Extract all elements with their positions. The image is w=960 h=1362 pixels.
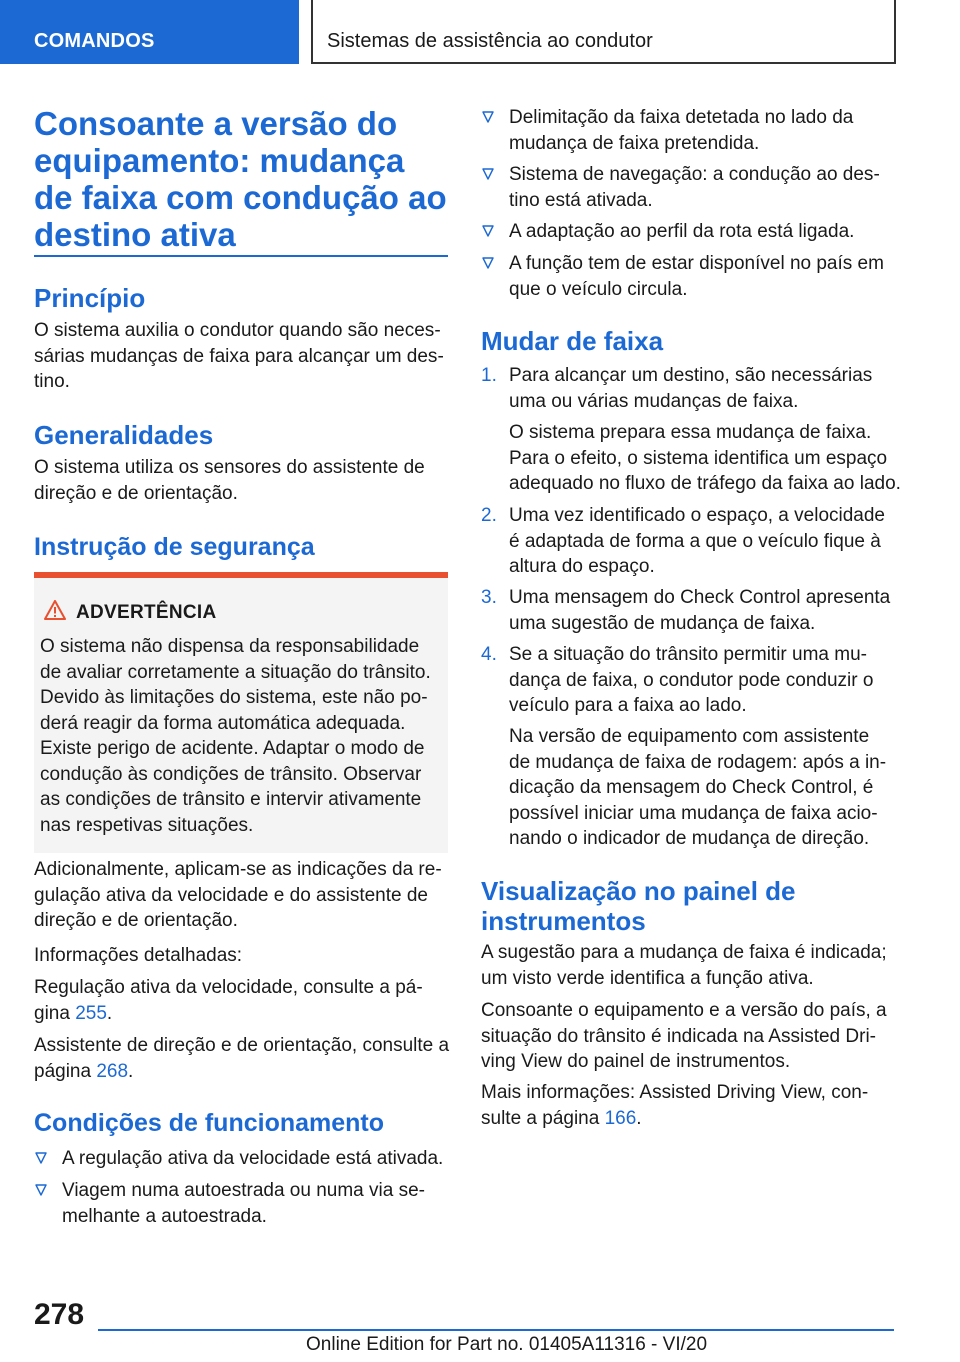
step-number: 2. [481,505,497,526]
chapter-tab [311,0,896,64]
page-title: Consoante a versão do equipamento: mudança de faixa com condução ao destino ativa [34,105,447,253]
reference-period: . [106,1002,113,1024]
heading-principle: Princípio [34,283,146,313]
reference-steering-assistant [34,1033,452,1084]
page-link-268[interactable]: 268 [96,1060,129,1082]
reference-text: Regulação ativa da velocidade, consulte a página [34,977,423,1024]
edition-label: Online Edition for Part no. 01405A11316 - VI/20 [306,1334,708,1355]
warning-triangle-icon [44,600,66,620]
section-tab [0,0,299,64]
page-link-166[interactable]: 166 [604,1107,637,1129]
reference-speed-control [34,975,434,1026]
step-note: Na versão de equipamento com assistente de mudança de faixa de rodagem: após a indicação da mensagem do Check Control, é possível iniciar uma mudança de faixa acionando o indicador de mudança de direção. [509,726,887,849]
step-text: Se a situação do trânsito permitir uma mudança de faixa, o condutor pode conduzir o veículo para a faixa ao lado. [509,644,874,716]
page-link-255[interactable]: 255 [75,1002,107,1024]
display-reference [481,1080,881,1131]
reference-text: Assistente de direção e de orientação, consulte a página [34,1035,450,1082]
heading-change-lane: Mudar de faixa [481,326,664,356]
section-title: COMANDOS [34,30,155,52]
details-label: Informações detalhadas: [34,945,243,966]
reference-text: Mais informações: Assisted Driving View, consulte a página [481,1082,869,1129]
bullet-triangle-icon [481,166,495,182]
list-item-text: A adaptação ao perfil da rota está ligada. [509,221,855,242]
step-number: 4. [481,644,497,665]
heading-general: Generalidades [34,420,214,450]
warning-box [34,572,448,853]
display-text-1: A sugestão para a mudança de faixa é indicada; um visto verde identifica a função ativa. [481,942,887,989]
step-text: Uma mensagem do Check Control apresenta uma sugestão de mudança de faixa. [509,587,891,634]
bullet-triangle-icon [481,255,495,271]
principle-text: O sistema auxilia o condutor quando são necessárias mudanças de faixa para alcançar um destino. [34,320,444,392]
bullet-triangle-icon [34,1182,48,1198]
step-text: Para alcançar um destino, são necessárias uma ou várias mudanças de faixa. [509,365,873,412]
bullet-triangle-icon [34,1150,48,1166]
step-number: 1. [481,365,497,386]
footer-divider [98,1329,894,1331]
heading-instrument-panel: Visualização no painel de instrumentos [481,876,796,936]
list-item-text: Delimitação da faixa detetada no lado da mudança de faixa pretendida. [509,107,854,154]
general-text: O sistema utiliza os sensores do assistente de direção e de orientação. [34,457,425,504]
heading-conditions: Condições de funcionamento [34,1109,385,1137]
list-item-text: A função tem de estar disponível no país em que o veículo circula. [509,253,884,300]
page-number: 278 [34,1298,85,1331]
bullet-triangle-icon [481,109,495,125]
chapter-title: Sistemas de assistência ao condutor [327,30,653,52]
reference-period: . [636,1107,642,1129]
additional-text: Adicionalmente, aplicam-se as indicações da regulação ativa da velocidade e do assistente de direção e de orientação. [34,859,442,931]
list-item-text: A regulação ativa da velocidade está ativada. [62,1148,444,1169]
list-item-text: Sistema de navegação: a condução ao destino está ativada. [509,164,880,211]
warning-text: O sistema não dispensa da responsabilidade de avaliar corretamente a situação do trânsito. Devido às limitações do sistema, este não poderá reagir da forma automática adequada. Existe perigo de acidente. Adaptar o modo de condução às condições de trânsito. Observar as condições de trânsito e intervir ativamente nas respetivas situações. [40,636,431,836]
display-text-2: Consoante o equipamento e a versão do país, a situação do trânsito é indicada na Assisted Driving View do painel de instrumentos. [481,1000,887,1072]
step-number: 3. [481,587,497,608]
reference-period: . [128,1060,134,1082]
warning-label: ADVERTÊNCIA [76,602,217,623]
title-divider [34,255,448,257]
bullet-triangle-icon [481,223,495,239]
step-note: O sistema prepara essa mudança de faixa. Para o efeito, o sistema identifica um espaço adequado no fluxo de tráfego da faixa ao lado. [509,422,901,494]
step-text: Uma vez identificado o espaço, a velocidade é adaptada de forma a que o veículo fique à altura do espaço. [509,505,886,577]
list-item-text: Viagem numa autoestrada ou numa via semelhante a autoestrada. [62,1180,425,1227]
heading-safety: Instrução de segurança [34,533,315,561]
